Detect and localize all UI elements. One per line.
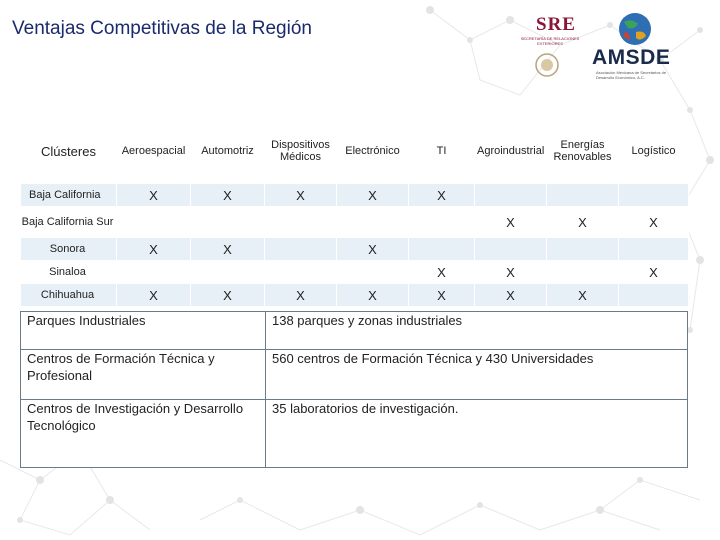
seal-icon bbox=[534, 52, 560, 78]
table-cell bbox=[409, 238, 475, 261]
table-cell bbox=[547, 184, 619, 207]
table-row bbox=[21, 207, 689, 238]
table-cell bbox=[191, 207, 265, 238]
table-cell bbox=[337, 261, 409, 284]
table-cell: X bbox=[409, 261, 475, 284]
table-cell: X bbox=[475, 261, 547, 284]
info-label: Parques Industriales bbox=[21, 312, 266, 350]
table-cell: X bbox=[409, 184, 475, 207]
table-cell: X bbox=[547, 284, 619, 307]
table-row bbox=[21, 238, 689, 261]
table-cell bbox=[117, 261, 191, 284]
column-header: Agroindustrial bbox=[475, 119, 547, 184]
row-label: Chihuahua bbox=[21, 284, 117, 307]
table-cell: X bbox=[265, 184, 337, 207]
table-cell bbox=[547, 261, 619, 284]
sre-logo: SRE bbox=[536, 14, 576, 35]
table-row bbox=[21, 284, 689, 307]
row-label: Baja California Sur bbox=[21, 207, 117, 238]
clusters-table bbox=[20, 118, 689, 307]
row-label: Sonora bbox=[21, 238, 117, 261]
column-header: Logístico bbox=[619, 119, 689, 184]
page-title: Ventajas Competitivas de la Región bbox=[12, 18, 312, 39]
table-cell: X bbox=[619, 261, 689, 284]
table-cell bbox=[475, 184, 547, 207]
table-cell: X bbox=[265, 284, 337, 307]
info-row bbox=[21, 312, 688, 350]
table-cell bbox=[265, 261, 337, 284]
amsde-subtitle: Asociación Mexicana de Secretarios de Desarrollo Económico, A.C. bbox=[596, 70, 667, 80]
row-label: Sinaloa bbox=[21, 261, 117, 284]
column-header: Dispositivos Médicos bbox=[265, 119, 337, 184]
table-cell: X bbox=[409, 284, 475, 307]
table-cell: X bbox=[191, 238, 265, 261]
table-cell bbox=[619, 284, 689, 307]
column-header: Automotriz bbox=[191, 119, 265, 184]
table-cell bbox=[191, 261, 265, 284]
amsde-logo: AMSDE bbox=[592, 46, 671, 69]
info-value: 138 parques y zonas industriales bbox=[266, 312, 688, 350]
infrastructure-table bbox=[20, 311, 688, 468]
table-cell: X bbox=[619, 207, 689, 238]
info-row bbox=[21, 400, 688, 468]
table-cell: X bbox=[475, 284, 547, 307]
table-cell bbox=[265, 238, 337, 261]
logos bbox=[496, 12, 696, 82]
table-cell: X bbox=[547, 207, 619, 238]
table-cell bbox=[409, 207, 475, 238]
table-cell bbox=[619, 184, 689, 207]
column-header-clusters: Clústeres bbox=[21, 119, 117, 184]
row-label: Baja California bbox=[21, 184, 117, 207]
table-cell: X bbox=[337, 184, 409, 207]
table-cell: X bbox=[337, 238, 409, 261]
table-cell: X bbox=[117, 284, 191, 307]
info-row bbox=[21, 350, 688, 400]
table-cell: X bbox=[117, 238, 191, 261]
table-header-row bbox=[21, 119, 689, 184]
table-cell: X bbox=[475, 207, 547, 238]
table-cell bbox=[117, 207, 191, 238]
column-header: Energías Renovables bbox=[547, 119, 619, 184]
table-cell bbox=[547, 238, 619, 261]
table-cell: X bbox=[337, 284, 409, 307]
table-row bbox=[21, 261, 689, 284]
globe-icon bbox=[618, 12, 652, 46]
table-cell bbox=[619, 238, 689, 261]
column-header: TI bbox=[409, 119, 475, 184]
table-cell: X bbox=[191, 284, 265, 307]
table-row bbox=[21, 184, 689, 207]
column-header: Aeroespacial bbox=[117, 119, 191, 184]
table-cell: X bbox=[191, 184, 265, 207]
table-cell: X bbox=[117, 184, 191, 207]
info-label: Centros de Formación Técnica y Profesional bbox=[21, 350, 266, 400]
info-value: 35 laboratorios de investigación. bbox=[266, 400, 688, 468]
info-value: 560 centros de Formación Técnica y 430 Universidades bbox=[266, 350, 688, 400]
sre-subtitle: SECRETARÍA DE RELACIONES EXTERIORES bbox=[520, 36, 580, 46]
column-header: Electrónico bbox=[337, 119, 409, 184]
table-cell bbox=[475, 238, 547, 261]
table-cell bbox=[337, 207, 409, 238]
info-label: Centros de Investigación y Desarrollo Tecnológico bbox=[21, 400, 266, 468]
table-cell bbox=[265, 207, 337, 238]
